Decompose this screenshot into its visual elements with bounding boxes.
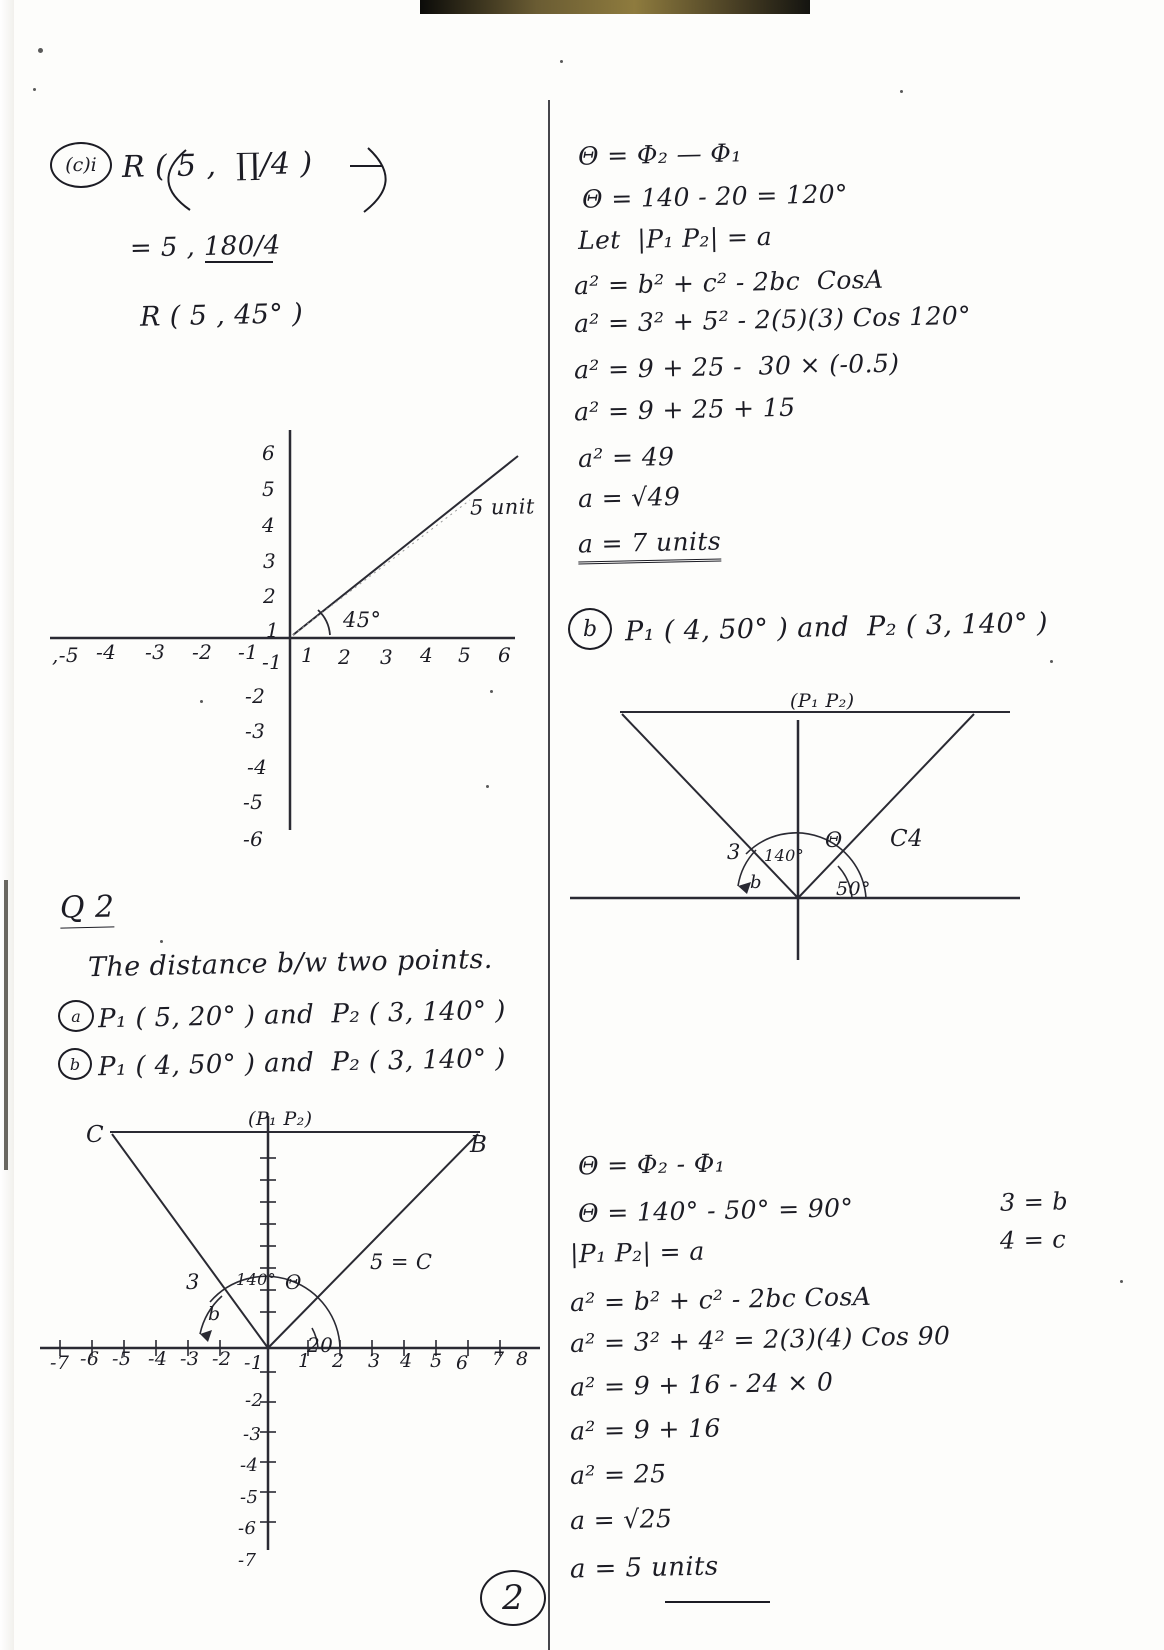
graph2-xlabel-neg6: -6 [80, 1348, 100, 1370]
graph2-theta: Θ [285, 1270, 302, 1294]
graph1-ylabel-neg3: -3 [245, 719, 266, 743]
graph2-xlabel-1: 1 [298, 1350, 311, 1372]
graph2-angle-20: 20 [307, 1333, 334, 1357]
graph2-xlabel-neg5: -5 [112, 1348, 132, 1370]
part-a-line-7: a² = 9 + 25 + 15 [573, 392, 796, 427]
part-a-line-1: Θ = Φ₂ — Φ₁ [577, 138, 742, 171]
q1-line1: R ( 5 , ∏/4 ) [121, 146, 313, 185]
part-b-work-6: a² = 9 + 16 - 24 × 0 [569, 1367, 834, 1402]
graph1-ylabel-5: 5 [262, 477, 276, 501]
photo-edge-strip [420, 0, 810, 14]
part-a-line-9: a = √49 [577, 481, 681, 514]
graph1-xlabel-4: 4 [420, 643, 434, 667]
graph2-xlabel-5: 5 [430, 1350, 443, 1372]
part-b-work-9: a = √25 [569, 1503, 673, 1536]
graph2-side-b: b [208, 1303, 221, 1325]
part-b-side-b: b [750, 872, 762, 893]
graph2-xlabel-7: 7 [492, 1348, 505, 1370]
part-a-line-2: Θ = 140 - 20 = 120° [581, 179, 849, 214]
part-a-line-5: a² = 3² + 5² - 2(5)(3) Cos 120° [573, 300, 972, 339]
graph1-ylabel-4: 4 [262, 513, 276, 537]
graph2-xlabel-neg7: -7 [50, 1352, 70, 1374]
q2-statement: The distance b/w two points. [87, 943, 493, 984]
part-b-answer-underline [665, 1598, 785, 1608]
part-b-side-3: 3 [727, 840, 741, 864]
question-1-c-i-label [50, 142, 112, 188]
graph2-xlabel-8: 8 [516, 1348, 529, 1370]
graph1-ylabel-neg4: -4 [247, 755, 268, 779]
q1-line2: = 5 , 180/4 [129, 230, 282, 264]
part-b-segment-label: (P₁ P₂) [790, 690, 855, 712]
q2-item-a-label-text: a [71, 1006, 81, 1026]
graph2-ylabel-neg7: -7 [238, 1550, 257, 1571]
graph1-xlabel-2: 2 [338, 645, 352, 669]
page-number-text: 2 [502, 1578, 524, 1618]
q1-fraction-bar [205, 258, 285, 270]
graph2-side-5c: 5 = C [370, 1250, 433, 1274]
part-b-work-5: a² = 3² + 4² = 2(3)(4) Cos 90 [569, 1321, 951, 1358]
part-a-line-8: a² = 49 [577, 441, 675, 474]
part-a-answer: a = 7 units [578, 527, 722, 565]
graph1-xlabel-neg4: -4 [96, 640, 117, 664]
graph1-ylabel-2: 2 [263, 584, 277, 608]
graph2-ylabel-neg4: -4 [240, 1455, 259, 1476]
part-a-line-6: a² = 9 + 25 - 30 × (-0.5) [573, 348, 900, 385]
q2-item-b: P₁ ( 4, 50° ) and P₂ ( 3, 140° ) [97, 1043, 507, 1083]
graph1-xlabel-neg1: -1 [238, 640, 259, 664]
graph2-xlabel-neg3: -3 [180, 1348, 200, 1370]
part-b-diagram-drawing [570, 690, 1040, 960]
part-b-label-text: b [582, 616, 598, 642]
graph2-ylabel-neg2: -2 [245, 1390, 264, 1411]
part-b-work-7: a² = 9 + 16 [569, 1413, 722, 1446]
graph1-ray-label: 5 unit [469, 494, 535, 520]
graph1-xlabel-neg5: ,-5 [52, 643, 80, 667]
part-b-statement: P₁ ( 4, 50° ) and P₂ ( 3, 140° ) [624, 607, 1049, 648]
speckle [560, 60, 563, 63]
speckle [160, 940, 163, 943]
graph2-vertex-b: B [470, 1132, 488, 1158]
graph2-xlabel-4: 4 [400, 1350, 413, 1372]
graph2-ylabel-neg3: -3 [243, 1424, 262, 1445]
side-note-b: 3 = b [999, 1187, 1069, 1217]
speckle [33, 88, 36, 91]
speckle [900, 90, 903, 93]
graph2-vertex-c: C [86, 1122, 104, 1148]
part-b-answer: a = 5 units [569, 1551, 719, 1585]
page-left-dark-edge [4, 880, 8, 1170]
graph1-xlabel-6: 6 [498, 643, 512, 667]
graph1-ylabel-neg1: -1 [262, 650, 283, 674]
graph-2-drawing [40, 1110, 560, 1560]
graph1-ylabel-neg6: -6 [243, 827, 264, 851]
part-b-work-4: a² = b² + c² - 2bc CosA [569, 1281, 872, 1318]
graph1-ylabel-3: 3 [263, 549, 277, 573]
speckle [1120, 1280, 1123, 1283]
graph2-ylabel-neg5: -5 [240, 1487, 259, 1508]
graph1-angle-45: 45° [343, 608, 382, 632]
graph1-xlabel-5: 5 [458, 643, 472, 667]
graph2-xlabel-3: 3 [368, 1350, 381, 1372]
graph2-ylabel-neg6: -6 [238, 1518, 257, 1539]
part-b-theta: Θ [825, 828, 843, 852]
graph1-ylabel-6: 6 [262, 441, 276, 465]
q1-line3: R ( 5 , 45° ) [139, 298, 304, 333]
page-number-badge [480, 1570, 546, 1626]
part-b-angle-140: 140° [764, 846, 805, 865]
part-a-line-4: a² = b² + c² - 2bc CosA [573, 264, 884, 301]
page-left-shading [0, 0, 14, 1650]
graph1-ylabel-neg2: -2 [245, 684, 266, 708]
q2-item-a: P₁ ( 5, 20° ) and P₂ ( 3, 140° ) [97, 995, 507, 1035]
graph2-xlabel-2: 2 [332, 1350, 345, 1372]
graph1-ylabel-1: 1 [266, 618, 280, 642]
part-b-work-2: Θ = 140° - 50° = 90° [577, 1193, 854, 1228]
q2-item-b-label-text: b [69, 1054, 81, 1074]
q2-item-a-label [58, 1000, 94, 1032]
graph1-xlabel-3: 3 [380, 645, 394, 669]
graph2-segment-label: (P₁ P₂) [248, 1108, 313, 1130]
graph-1-axes [50, 430, 550, 850]
graph2-side-3: 3 [186, 1270, 200, 1294]
graph2-angle-140: 140° [236, 1270, 277, 1289]
graph2-xlabel-neg4: -4 [148, 1348, 168, 1370]
part-a-line-3: Let |P₁ P₂| = a [577, 221, 773, 256]
graph2-xlabel-neg2: -2 [212, 1348, 232, 1370]
graph2-xlabel-6: 6 [456, 1352, 469, 1374]
part-b-work-3: |P₁ P₂| = a [569, 1236, 705, 1269]
graph1-xlabel-neg2: -2 [192, 640, 213, 664]
graph1-xlabel-neg3: -3 [145, 640, 166, 664]
q2-heading: Q 2 [60, 889, 115, 928]
q2-item-b-label [58, 1048, 92, 1080]
q1-bracket-decoration [150, 140, 410, 220]
part-b-side-c4: C4 [890, 826, 924, 852]
part-b-work-1: Θ = Φ₂ - Φ₁ [577, 1148, 726, 1181]
part-b-work-8: a² = 25 [569, 1458, 667, 1491]
part-b-angle-50: 50° [836, 878, 871, 900]
graph1-xlabel-1: 1 [301, 643, 315, 667]
speckle [38, 48, 43, 53]
part-b-label [568, 608, 612, 650]
side-note-c: 4 = c [999, 1225, 1067, 1255]
graph1-ylabel-neg5: -5 [243, 790, 264, 814]
speckle [1050, 660, 1053, 663]
q1-label-text: (c)i [65, 154, 97, 176]
graph2-xlabel-neg1: -1 [244, 1352, 264, 1374]
